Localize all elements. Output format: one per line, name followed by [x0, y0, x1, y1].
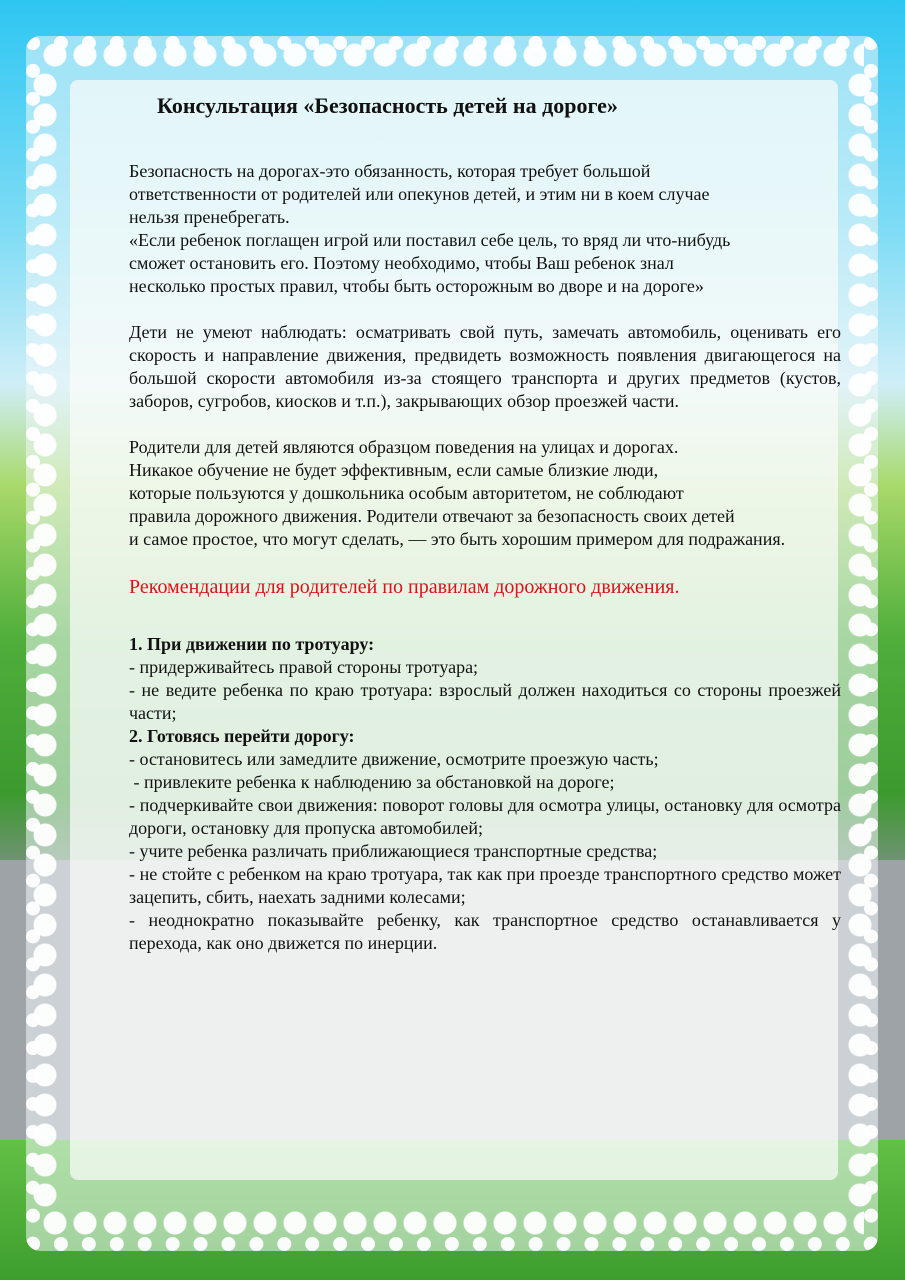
- paragraph3-tail: и самое простое, что могут сделать, — это быть хорошим примером для подражания.: [129, 529, 786, 549]
- paragraph3-line: правила дорожного движения. Родители отвечают за безопасность своих детей: [129, 506, 735, 526]
- intro-line: Безопасность на дорогах-это обязанность, которая требует большой: [129, 161, 651, 181]
- intro-line: ответственности от родителей или опекунов детей, и этим ни в коем случае: [129, 184, 710, 204]
- list-item: - не ведите ребенка по краю тротуара: взрослый должен находиться со стороны проезжей части;: [129, 680, 841, 723]
- intro-line: «Если ребенок поглащен игрой или поставил себе цель, то вряд ли что-нибудь: [129, 230, 731, 250]
- intro-line: сможет остановить его. Поэтому необходимо, чтобы Ваш ребенок знал: [129, 253, 674, 273]
- paragraph3-line: Родители для детей являются образцом поведения на улицах и дорогах.: [129, 437, 679, 457]
- list-item: - привлеките ребенка к наблюдению за обстановкой на дороге;: [129, 772, 615, 792]
- list-item: - остановитесь или замедлите движение, осмотрите проезжую часть;: [129, 749, 659, 769]
- section2-heading: 2. Готовясь перейти дорогу:: [129, 726, 355, 746]
- paragraph3-line: Никакое обучение не будет эффективным, если самые близкие люди,: [129, 460, 659, 480]
- section1-heading: 1. При движении по тротуару:: [129, 634, 375, 654]
- lace-edge-top: [40, 40, 864, 70]
- paragraph3-line: которые пользуются у дошкольника особым авторитетом, не соблюдают: [129, 483, 684, 503]
- list-item: - придерживайтесь правой стороны тротуара;: [129, 657, 479, 677]
- document-body: [129, 92, 841, 955]
- recommendations-title: Рекомендации для родителей по правилам дорожного движения.: [129, 576, 680, 598]
- lace-edge-bottom: [40, 1208, 864, 1238]
- list-item: - учите ребенка различать приближающиеся транспортные средства;: [129, 841, 658, 861]
- paragraph-children-observation: Дети не умеют наблюдать: осматривать свой путь, замечать автомобиль, оценивать его скорость и направление движения, предвидеть возможность появления двигающегося на большой скорости автомобиля из-за стоящего транспорта и других предметов (кустов, заборов, сугробов, киосков и т.п.), закрывающих обзор проезжей части.: [129, 322, 841, 411]
- list-item: - подчеркивайте свои движения: поворот головы для осмотра улицы, остановку для осмотра дороги, остановку для пропуска автомобилей;: [129, 795, 841, 838]
- lace-edge-right: [845, 70, 875, 1210]
- list-item: - неоднократно показывайте ребенку, как транспортное средство останавливается у перехода, как оно движется по инерции.: [129, 910, 841, 953]
- list-item: - не стойте с ребенком на краю тротуара, так как при проезде транспортного средство может зацепить, сбить, наехать задними колесами;: [129, 864, 841, 907]
- page-title: Консультация «Безопасность детей на дороге»: [157, 93, 618, 118]
- intro-line: нельзя пренебрегать.: [129, 207, 290, 227]
- lace-edge-left: [30, 70, 60, 1210]
- intro-line: несколько простых правил, чтобы быть осторожным во дворе и на дороге»: [129, 276, 704, 296]
